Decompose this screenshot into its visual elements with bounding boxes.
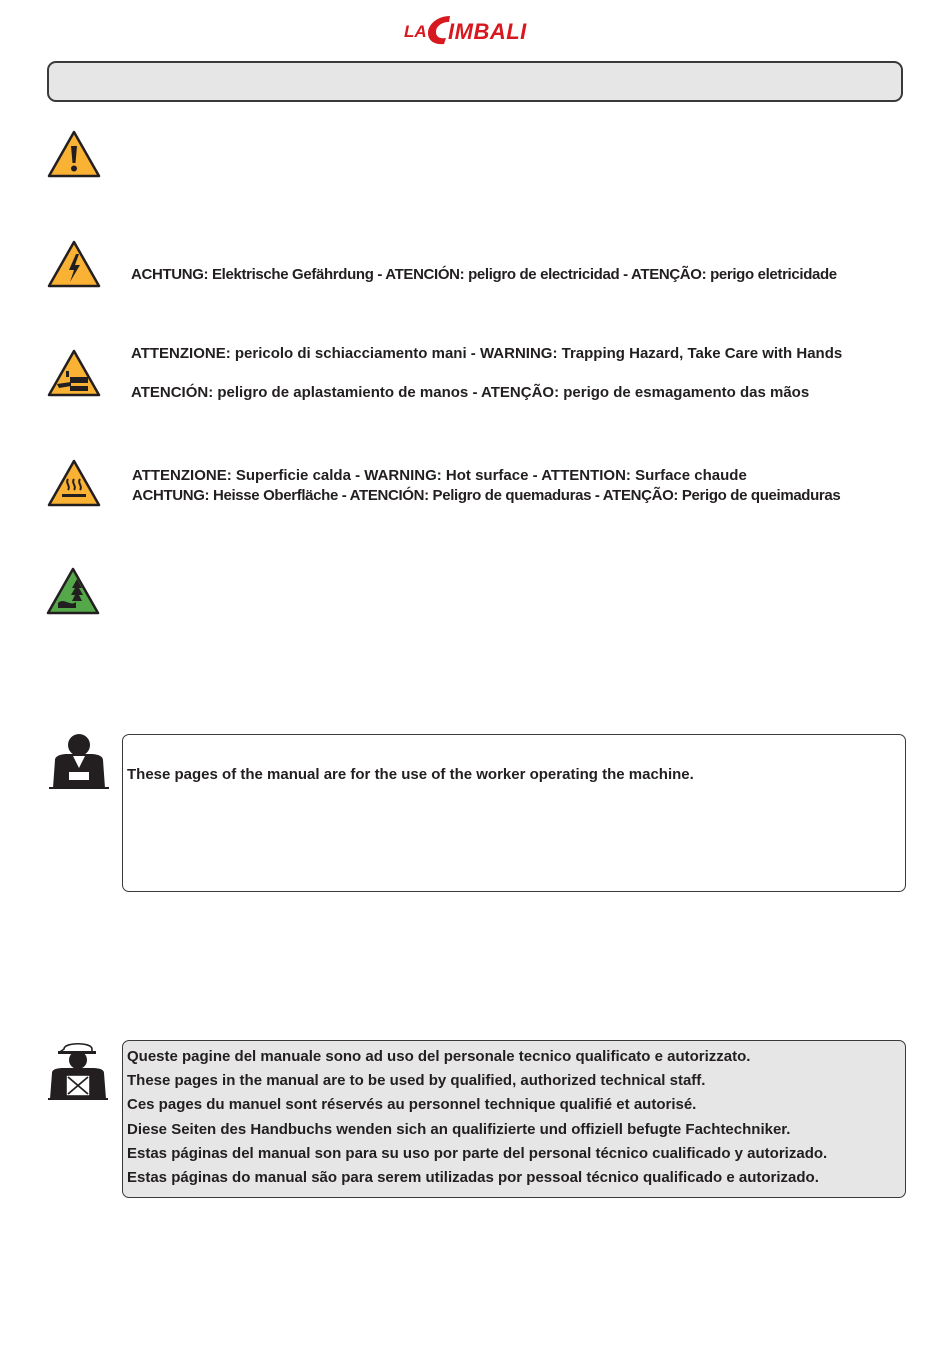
hot-warning-text-2: ACHTUNG: Heisse Oberfläche - ATENCIÓN: Peligro de quemaduras - ATENÇÃO: Perigo de queimaduras [132, 487, 841, 504]
technician-text-it: Queste pagine del manuale sono ad uso del personale tecnico qualificato e autorizzato. [127, 1048, 751, 1065]
hot-warning-text-1: ATTENZIONE: Superficie calda - WARNING: Hot surface - ATTENTION: Surface chaude [132, 467, 747, 484]
svg-text:LA: LA [404, 22, 427, 41]
technician-text-fr: Ces pages du manuel sont réservés au personnel technique qualifié et autorisé. [127, 1096, 697, 1113]
technician-text-de: Diese Seiten des Handbuchs wenden sich an qualifizierte und offiziell befugte Fachtechniker. [127, 1121, 791, 1138]
crush-hands-hazard-icon [47, 349, 101, 397]
technician-figure-icon [46, 1041, 110, 1101]
general-warning-icon [47, 130, 101, 178]
technician-text-es: Estas páginas del manual son para su uso por parte del personal técnico cualificado y autorizado. [127, 1145, 828, 1162]
crush-warning-text-2: ATENCIÓN: peligro de aplastamiento de manos - ATENÇÃO: perigo de esmagamento das mãos [131, 384, 810, 401]
section-title-bar [47, 61, 903, 102]
operator-notice-box [122, 734, 906, 892]
electric-warning-text: ACHTUNG: Elektrische Gefährdung - ATENCIÓN: peligro de electricidad - ATENÇÃO: perigo eletricidade [131, 266, 837, 283]
crush-warning-text-1: ATTENZIONE: pericolo di schiacciamento mani - WARNING: Trapping Hazard, Take Care with Hands [131, 345, 843, 362]
svg-text:IMBALI: IMBALI [448, 19, 527, 44]
environment-icon [46, 567, 100, 615]
electric-hazard-icon [47, 240, 101, 288]
operator-notice-text: These pages of the manual are for the use of the worker operating the machine. [127, 766, 694, 783]
technician-notice-box [122, 1040, 906, 1198]
technician-text-pt: Estas páginas do manual são para serem utilizadas por pessoal técnico qualificado e autorizado. [127, 1169, 819, 1186]
hot-surface-icon [47, 459, 101, 507]
lacimbali-logo [404, 10, 548, 46]
operator-figure-icon [47, 732, 111, 790]
technician-text-en: These pages in the manual are to be used by qualified, authorized technical staff. [127, 1072, 706, 1089]
